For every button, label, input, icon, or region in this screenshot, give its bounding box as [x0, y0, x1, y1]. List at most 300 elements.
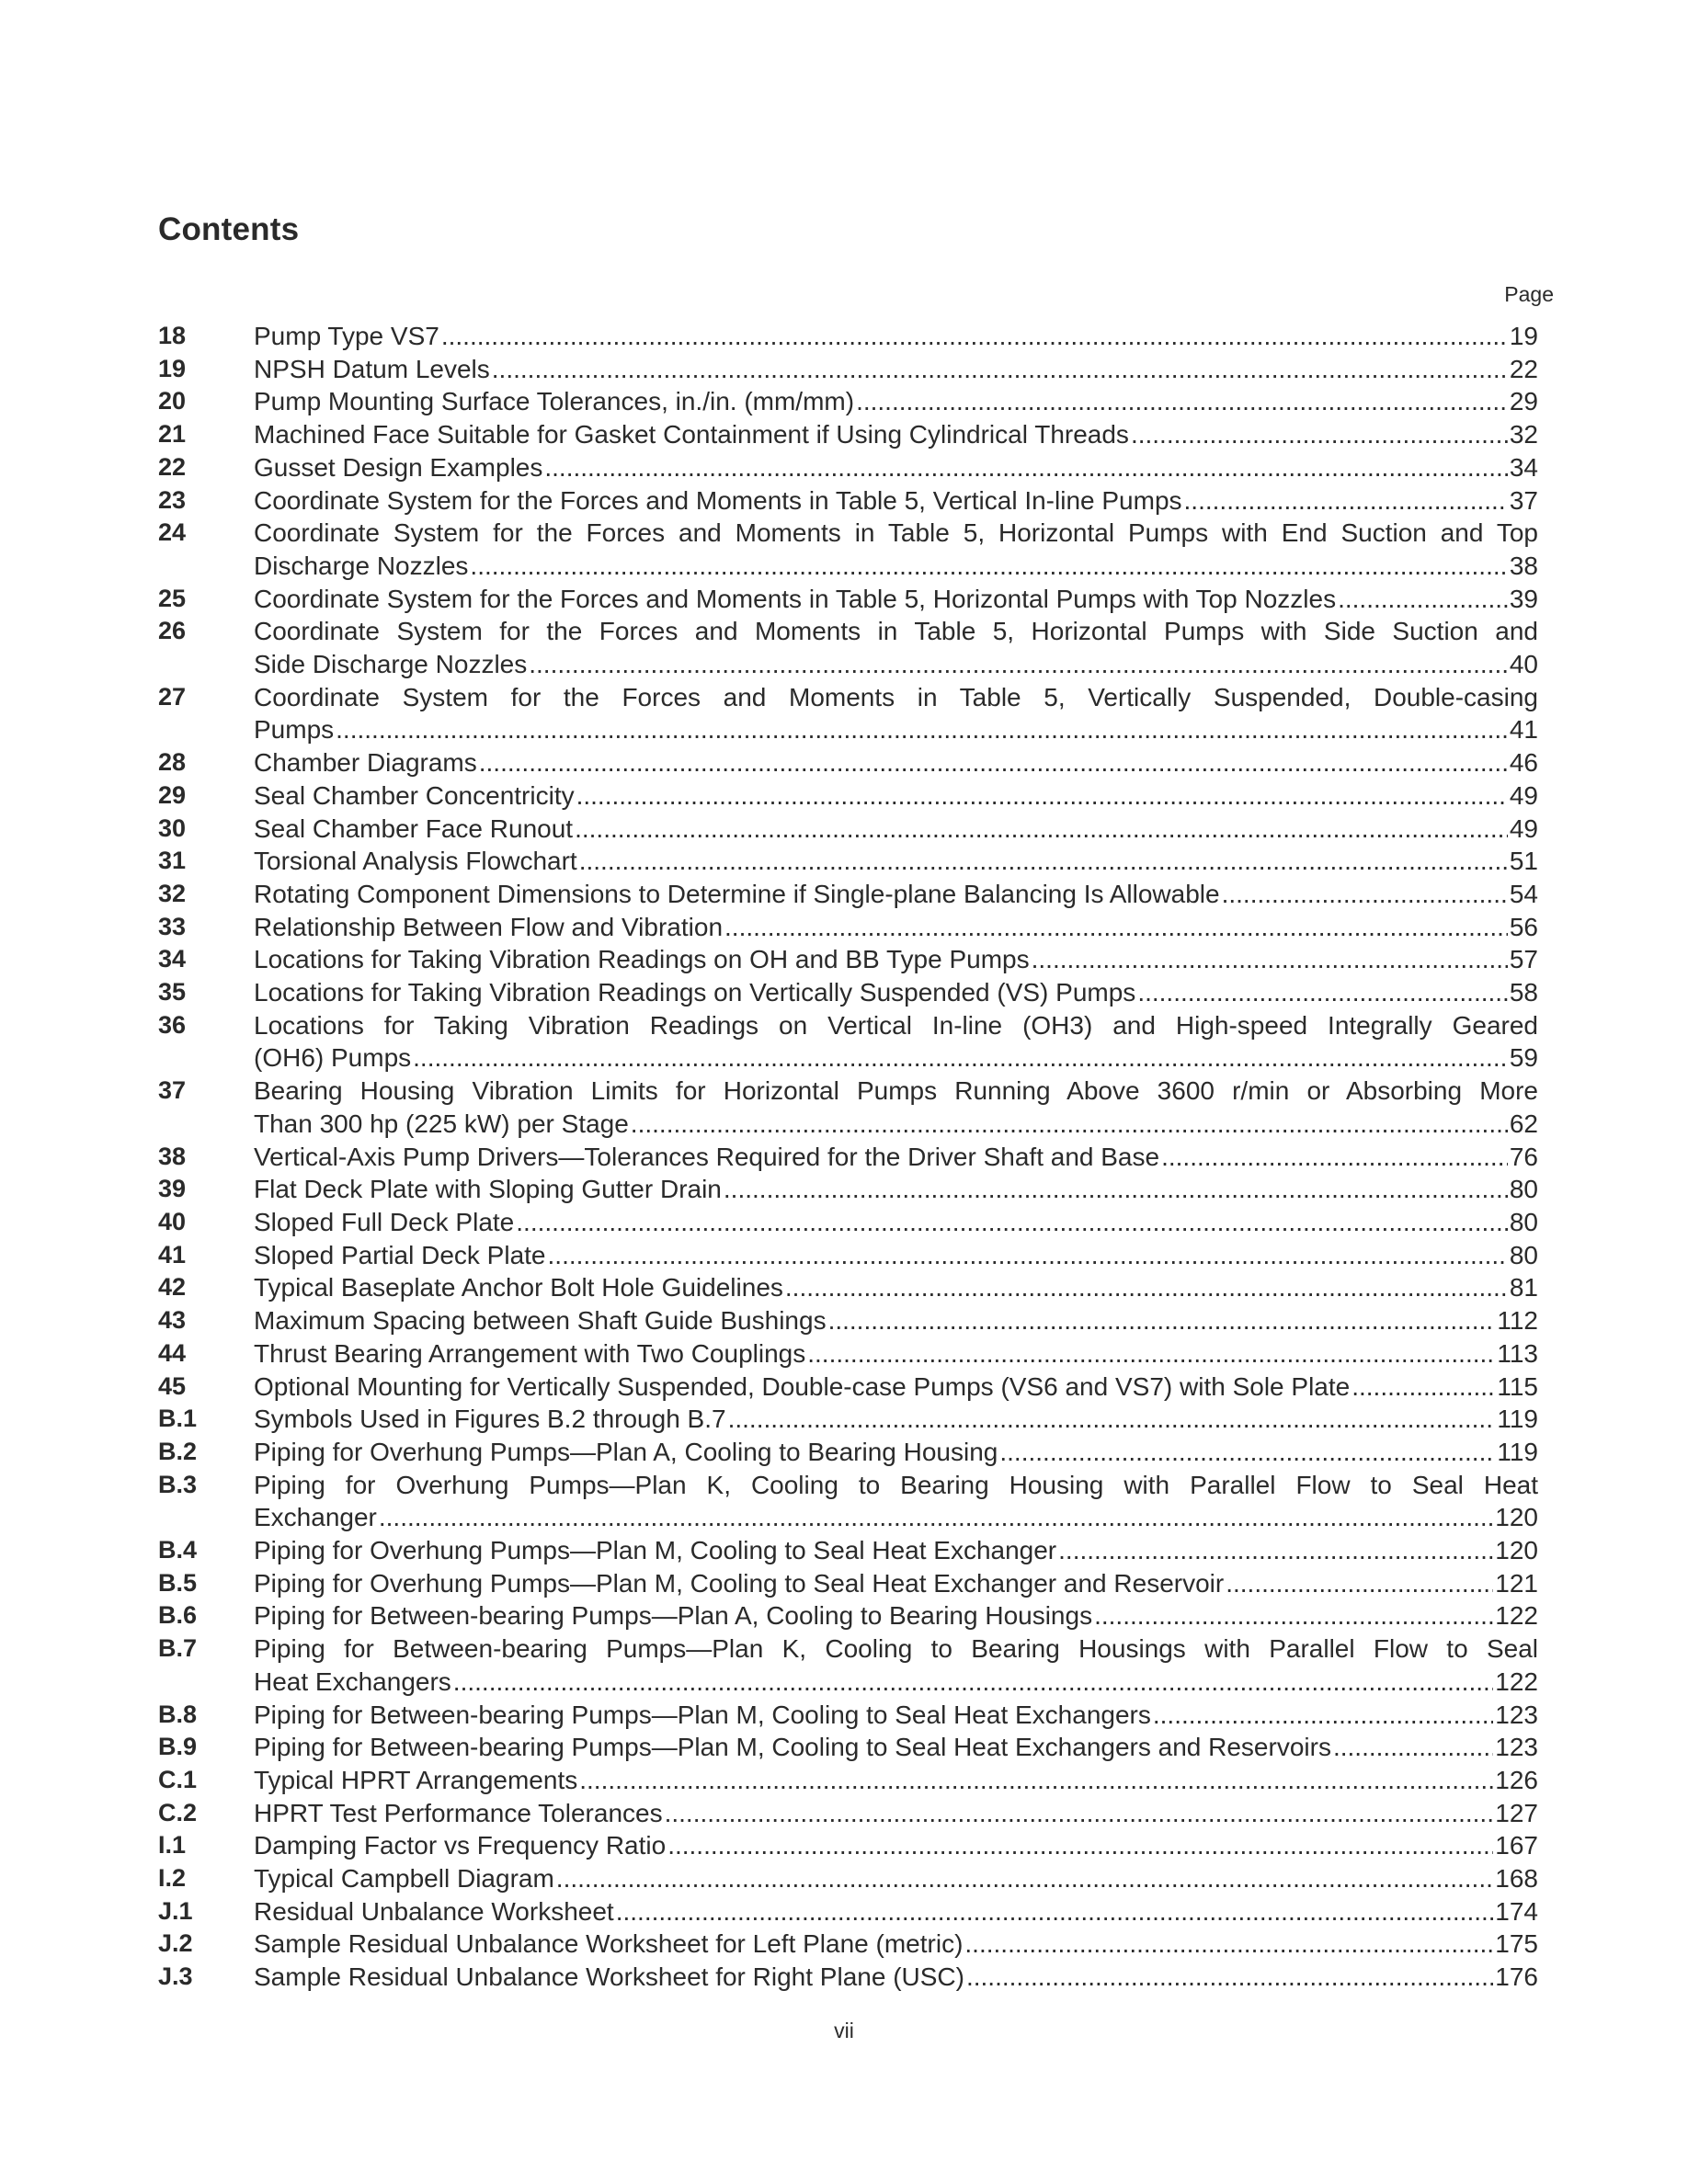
dot-leader: [529, 648, 1508, 681]
figure-title: Piping for Between-bearing Pumps—Plan M, Cooling to Seal Heat Exchangers: [254, 1700, 1151, 1729]
entry-text-block: [254, 1567, 1538, 1600]
page-number: 115: [1497, 1371, 1538, 1401]
page-number: 19: [1509, 322, 1538, 350]
page-number: 38: [1509, 551, 1538, 580]
page-number: 121: [1495, 1568, 1538, 1598]
entry-text-block: [254, 1371, 1538, 1404]
entry-leader-line: [254, 1534, 1538, 1567]
dot-leader: [1333, 1731, 1493, 1764]
figure-number: B.3: [158, 1470, 198, 1498]
entry-text-block: [254, 320, 1538, 353]
toc-entry: [158, 1632, 1538, 1698]
figure-number: 26: [158, 617, 187, 645]
toc-entry: [158, 1206, 1538, 1239]
page-number: 174: [1495, 1896, 1538, 1926]
figure-number: 18: [158, 322, 187, 349]
entry-text-block: [254, 451, 1538, 484]
toc-entry: [158, 353, 1538, 386]
page-number: 81: [1509, 1273, 1538, 1302]
entry-text-block: [254, 1764, 1538, 1797]
page-number: 58: [1509, 978, 1538, 1007]
page-number: 119: [1497, 1405, 1538, 1434]
toc-entry: [158, 583, 1538, 616]
entry-text-block: [254, 1961, 1538, 1994]
figure-number: I.2: [158, 1864, 187, 1893]
dot-leader: [1137, 976, 1508, 1009]
toc-entry: [158, 878, 1538, 911]
entry-leader-line: [254, 1436, 1538, 1469]
figure-number: B.1: [158, 1405, 198, 1433]
toc-entry: [158, 779, 1538, 813]
entry-leader-line: [254, 1699, 1538, 1732]
toc-entry: [158, 1337, 1538, 1371]
figure-title: Gusset Design Examples: [254, 452, 543, 482]
toc-entry: [158, 484, 1538, 518]
figure-number: B.7: [158, 1634, 198, 1663]
page-number: 113: [1497, 1338, 1538, 1368]
table-of-contents: [158, 320, 1538, 1994]
figure-number: 36: [158, 1010, 187, 1039]
dot-leader: [728, 1403, 1496, 1436]
entry-leader-line: [254, 943, 1538, 976]
toc-entry: [158, 1928, 1538, 1961]
entry-leader-line: [254, 1895, 1538, 1928]
figure-title: Rotating Component Dimensions to Determine if Single-plane Balancing Is Allowable: [254, 879, 1220, 908]
entry-leader-line: [254, 1304, 1538, 1337]
dot-leader: [492, 353, 1508, 386]
toc-entry: [158, 943, 1538, 976]
page-title: Contents: [158, 211, 300, 247]
figure-number: 32: [158, 879, 187, 907]
dot-leader: [516, 1206, 1508, 1239]
dot-leader: [1222, 878, 1508, 911]
entry-leader-line: [254, 353, 1538, 386]
page-number: 122: [1495, 1601, 1538, 1631]
entry-leader-line: [254, 746, 1538, 779]
toc-entry: [158, 813, 1538, 846]
entry-leader-line: [254, 1403, 1538, 1436]
dot-leader: [441, 320, 1508, 353]
figure-title-line-2: Exchanger: [254, 1503, 377, 1532]
figure-title: Typical Campbell Diagram: [254, 1864, 554, 1894]
entry-leader-line: [254, 1862, 1538, 1895]
figure-number: 24: [158, 518, 187, 547]
dot-leader: [556, 1862, 1493, 1895]
toc-entry: [158, 1797, 1538, 1830]
toc-entry: [158, 1731, 1538, 1764]
toc-entry: [158, 976, 1538, 1009]
figure-number: 42: [158, 1273, 187, 1302]
entry-text-block: [254, 418, 1538, 451]
figure-title-line-1: Piping for Between-bearing Pumps—Plan K, Cooling to Bearing Housings with Parallel Flow to Seal: [254, 1634, 1538, 1664]
toc-entry: [158, 1271, 1538, 1304]
page-number: 54: [1509, 879, 1538, 908]
figure-number: B.2: [158, 1437, 198, 1465]
figure-title-line-1: Coordinate System for the Forces and Moments in Table 5, Vertically Suspended, Double-casing: [254, 682, 1538, 711]
entry-text-block: [254, 1239, 1538, 1272]
page-number: 46: [1509, 748, 1538, 778]
figure-number: 43: [158, 1306, 187, 1335]
entry-text-block: [254, 385, 1538, 418]
figure-number: 40: [158, 1207, 187, 1235]
dot-leader: [470, 550, 1507, 583]
entry-text-block: [254, 1403, 1538, 1436]
entry-text-block: [254, 1173, 1538, 1206]
dot-leader: [828, 1304, 1496, 1337]
toc-entry: [158, 385, 1538, 418]
entry-text-block: [254, 1271, 1538, 1304]
entry-leader-line: [254, 1371, 1538, 1404]
entry-leader-line: [254, 1173, 1538, 1206]
figure-title: Coordinate System for the Forces and Moments in Table 5, Horizontal Pumps with Top Nozzles: [254, 584, 1337, 613]
entry-text-block: [254, 1632, 1538, 1698]
figure-title: Pump Type VS7: [254, 322, 439, 350]
page-number: 37: [1509, 485, 1538, 515]
toc-entry: [158, 1567, 1538, 1600]
dot-leader: [1153, 1699, 1493, 1732]
entry-leader-line: [254, 320, 1538, 353]
figure-title: Relationship Between Flow and Vibration: [254, 912, 724, 941]
page-number: 40: [1509, 650, 1538, 679]
entry-leader-line: [254, 550, 1538, 583]
toc-entry: [158, 1895, 1538, 1928]
toc-entry: [158, 517, 1538, 582]
page-column-label: Page: [1504, 282, 1554, 306]
figure-title: Piping for Between-bearing Pumps—Plan A, Cooling to Bearing Housings: [254, 1601, 1093, 1631]
figure-number: 39: [158, 1175, 187, 1203]
entry-leader-line: [254, 1764, 1538, 1797]
page-number: 49: [1509, 813, 1538, 843]
dot-leader: [665, 1797, 1494, 1830]
dot-leader: [576, 779, 1508, 813]
page-number: 127: [1495, 1798, 1538, 1827]
figure-number: B.6: [158, 1601, 198, 1630]
toc-entry: [158, 1862, 1538, 1895]
page-number: 80: [1509, 1240, 1538, 1269]
figure-title: HPRT Test Performance Tolerances: [254, 1798, 663, 1827]
entry-leader-line: [254, 1337, 1538, 1371]
toc-entry: [158, 1371, 1538, 1404]
figure-title-line-2: (OH6) Pumps: [254, 1043, 412, 1073]
figure-title: Seal Chamber Face Runout: [254, 813, 574, 843]
entry-leader-line: [254, 911, 1538, 944]
entry-leader-line: [254, 878, 1538, 911]
entry-text-block: [254, 746, 1538, 779]
entry-text-block: [254, 1599, 1538, 1632]
figure-number: 20: [158, 387, 187, 415]
entry-leader-line: [254, 1961, 1538, 1994]
dot-leader: [1131, 418, 1508, 451]
toc-entry: [158, 1599, 1538, 1632]
toc-entry: [158, 1304, 1538, 1337]
figure-title-line-1: Coordinate System for the Forces and Moments in Table 5, Horizontal Pumps with Side Suction and: [254, 617, 1538, 646]
figure-number: J.1: [158, 1896, 193, 1925]
page-number: 22: [1509, 354, 1538, 383]
dot-leader: [724, 1173, 1508, 1206]
page-number: 34: [1509, 452, 1538, 482]
page-number: 76: [1509, 1142, 1538, 1171]
entry-text-block: [254, 878, 1538, 911]
figure-title: Pump Mounting Surface Tolerances, in./in. (mm/mm): [254, 387, 855, 416]
entry-text-block: [254, 1009, 1538, 1075]
entry-text-block: [254, 615, 1538, 680]
entry-text-block: [254, 681, 1538, 746]
page-number: 119: [1497, 1437, 1538, 1466]
figure-title-line-2: Heat Exchangers: [254, 1666, 451, 1696]
entry-text-block: [254, 1534, 1538, 1567]
dot-leader: [1338, 583, 1508, 616]
page-number: 122: [1495, 1666, 1538, 1696]
figure-title: Seal Chamber Concentricity: [254, 780, 575, 810]
page-number: 62: [1509, 1109, 1538, 1138]
figure-title: Sample Residual Unbalance Worksheet for Right Plane (USC): [254, 1962, 964, 1992]
entry-text-block: [254, 1075, 1538, 1140]
entry-text-block: [254, 1141, 1538, 1174]
figure-number: 37: [158, 1076, 187, 1105]
figure-number: J.3: [158, 1962, 193, 1991]
page-number: 29: [1509, 387, 1538, 416]
toc-entry: [158, 1699, 1538, 1732]
figure-title: Locations for Taking Vibration Readings on Vertically Suspended (VS) Pumps: [254, 978, 1136, 1007]
dot-leader: [616, 1895, 1494, 1928]
entry-leader-line: [254, 1797, 1538, 1830]
page-number: 168: [1495, 1864, 1538, 1894]
figure-number: 29: [158, 780, 187, 809]
entry-text-block: [254, 1337, 1538, 1371]
dot-leader: [453, 1666, 1493, 1699]
dot-leader: [1161, 1141, 1508, 1174]
figure-title: Symbols Used in Figures B.2 through B.7: [254, 1405, 726, 1434]
figure-title: Locations for Taking Vibration Readings on OH and BB Type Pumps: [254, 945, 1030, 974]
figure-title: Flat Deck Plate with Sloping Gutter Drain: [254, 1175, 722, 1204]
dot-leader: [413, 1041, 1508, 1075]
figure-number: J.2: [158, 1929, 193, 1958]
entry-text-block: [254, 1699, 1538, 1732]
dot-leader: [1058, 1534, 1493, 1567]
figure-number: 22: [158, 452, 187, 481]
dot-leader: [785, 1271, 1508, 1304]
page-number: 59: [1509, 1043, 1538, 1073]
toc-entry: [158, 1829, 1538, 1862]
toc-entry: [158, 615, 1538, 680]
entry-text-block: [254, 943, 1538, 976]
page-number: 41: [1509, 715, 1538, 745]
dot-leader: [964, 1928, 1493, 1961]
entry-text-block: [254, 779, 1538, 813]
figure-title-line-1: Piping for Overhung Pumps—Plan K, Cooling to Bearing Housing with Parallel Flow to Seal Heat: [254, 1470, 1538, 1499]
figure-title: Torsional Analysis Flowchart: [254, 847, 577, 876]
toc-entry: [158, 1239, 1538, 1272]
figure-title-line-1: Coordinate System for the Forces and Moments in Table 5, Horizontal Pumps with End Suction and Top: [254, 518, 1538, 548]
entry-text-block: [254, 911, 1538, 944]
dot-leader: [548, 1239, 1508, 1272]
figure-title: Sloped Partial Deck Plate: [254, 1240, 546, 1269]
entry-leader-line: [254, 779, 1538, 813]
entry-leader-line: [254, 976, 1538, 1009]
dot-leader: [1094, 1599, 1493, 1632]
figure-title: Sloped Full Deck Plate: [254, 1207, 515, 1236]
entry-text-block: [254, 583, 1538, 616]
figure-number: B.8: [158, 1700, 198, 1728]
toc-entry: [158, 1469, 1538, 1534]
figure-title: Piping for Between-bearing Pumps—Plan M, Cooling to Seal Heat Exchangers and Reservoirs: [254, 1733, 1331, 1762]
dot-leader: [579, 845, 1508, 878]
dot-leader: [479, 746, 1508, 779]
page-number: 120: [1495, 1536, 1538, 1565]
dot-leader: [999, 1436, 1495, 1469]
entry-leader-line: [254, 845, 1538, 878]
dot-leader: [336, 713, 1508, 746]
toc-entry: [158, 845, 1538, 878]
entry-leader-line: [254, 583, 1538, 616]
entry-text-block: [254, 813, 1538, 846]
figure-title-line-2: Than 300 hp (225 kW) per Stage: [254, 1109, 629, 1138]
figure-title: Vertical-Axis Pump Drivers—Tolerances Required for the Driver Shaft and Base: [254, 1142, 1160, 1171]
entry-leader-line: [254, 1141, 1538, 1174]
page-number: 56: [1509, 912, 1538, 941]
figure-number: 34: [158, 945, 187, 973]
figure-title-line-1: Locations for Taking Vibration Readings on Vertical In-line (OH3) and High-speed Integrally Geared: [254, 1010, 1538, 1040]
figure-title: Maximum Spacing between Shaft Guide Bushings: [254, 1306, 827, 1336]
figure-title-line-2: Discharge Nozzles: [254, 551, 469, 580]
dot-leader: [544, 451, 1507, 484]
entry-text-block: [254, 1304, 1538, 1337]
entry-leader-line: [254, 648, 1538, 681]
figure-title: Machined Face Suitable for Gasket Containment if Using Cylindrical Threads: [254, 420, 1129, 449]
dot-leader: [966, 1961, 1493, 1994]
page-number: 80: [1509, 1207, 1538, 1236]
dot-leader: [807, 1337, 1495, 1371]
figure-title: Damping Factor vs Frequency Ratio: [254, 1831, 667, 1860]
figure-title-line-1: Bearing Housing Vibration Limits for Horizontal Pumps Running Above 3600 r/min or Absorbing More: [254, 1076, 1538, 1106]
page-number: 167: [1495, 1831, 1538, 1860]
dot-leader: [856, 385, 1508, 418]
entry-text-block: [254, 1797, 1538, 1830]
figure-title-line-2: Pumps: [254, 715, 335, 745]
entry-leader-line: [254, 1206, 1538, 1239]
figure-title: Thrust Bearing Arrangement with Two Couplings: [254, 1338, 806, 1368]
figure-number: 41: [158, 1240, 187, 1268]
entry-leader-line: [254, 484, 1538, 518]
figure-title: Coordinate System for the Forces and Moments in Table 5, Vertical In-line Pumps: [254, 485, 1182, 515]
dot-leader: [379, 1501, 1493, 1534]
figure-number: 38: [158, 1142, 187, 1170]
dot-leader: [1226, 1567, 1493, 1600]
figure-number: 28: [158, 748, 187, 777]
entry-text-block: [254, 1436, 1538, 1469]
entry-leader-line: [254, 1239, 1538, 1272]
page-number: 123: [1495, 1733, 1538, 1762]
toc-entry: [158, 1961, 1538, 1994]
dot-leader: [579, 1764, 1493, 1797]
entry-leader-line: [254, 1829, 1538, 1862]
entry-leader-line: [254, 418, 1538, 451]
figure-title: Optional Mounting for Vertically Suspended, Double-case Pumps (VS6 and VS7) with Sole Plate: [254, 1371, 1351, 1401]
entry-text-block: [254, 353, 1538, 386]
dot-leader: [1352, 1371, 1495, 1404]
figure-title-line-2: Side Discharge Nozzles: [254, 650, 528, 679]
entry-text-block: [254, 1206, 1538, 1239]
figure-title: Residual Unbalance Worksheet: [254, 1896, 614, 1926]
toc-entry: [158, 1764, 1538, 1797]
figure-number: C.1: [158, 1765, 198, 1793]
entry-text-block: [254, 1731, 1538, 1764]
toc-entry: [158, 681, 1538, 746]
figure-number: C.2: [158, 1798, 198, 1826]
toc-entry: [158, 1173, 1538, 1206]
page-number: 120: [1495, 1503, 1538, 1532]
figure-number: B.5: [158, 1568, 198, 1597]
figure-title: Piping for Overhung Pumps—Plan M, Cooling to Seal Heat Exchanger and Reservoir: [254, 1568, 1225, 1598]
figure-number: 27: [158, 682, 187, 711]
toc-entry: [158, 451, 1538, 484]
figure-number: 31: [158, 847, 187, 875]
toc-entry: [158, 911, 1538, 944]
entry-leader-line: [254, 1928, 1538, 1961]
page-number: 39: [1509, 584, 1538, 613]
page-folio: vii: [834, 2019, 854, 2042]
entry-text-block: [254, 845, 1538, 878]
entry-text-block: [254, 517, 1538, 582]
dot-leader: [575, 813, 1508, 846]
dot-leader: [631, 1108, 1508, 1141]
figure-number: 30: [158, 813, 187, 842]
figure-number: B.9: [158, 1733, 198, 1761]
entry-text-block: [254, 1895, 1538, 1928]
entry-text-block: [254, 1862, 1538, 1895]
page-number: 112: [1497, 1306, 1538, 1336]
entry-leader-line: [254, 1567, 1538, 1600]
entry-leader-line: [254, 1271, 1538, 1304]
figure-number: 35: [158, 978, 187, 1007]
figure-title: NPSH Datum Levels: [254, 354, 490, 383]
figure-title: Typical Baseplate Anchor Bolt Hole Guidelines: [254, 1273, 783, 1302]
figure-number: 45: [158, 1371, 187, 1400]
figure-title: Piping for Overhung Pumps—Plan M, Cooling to Seal Heat Exchanger: [254, 1536, 1057, 1565]
entry-text-block: [254, 1928, 1538, 1961]
entry-leader-line: [254, 1666, 1538, 1699]
page-number: 123: [1495, 1700, 1538, 1729]
figure-title: Chamber Diagrams: [254, 748, 477, 778]
figure-title: Typical HPRT Arrangements: [254, 1765, 578, 1794]
dot-leader: [1184, 484, 1508, 518]
page-number: 51: [1509, 847, 1538, 876]
entry-text-block: [254, 484, 1538, 518]
figure-number: I.1: [158, 1831, 187, 1860]
entry-text-block: [254, 976, 1538, 1009]
entry-text-block: [254, 1469, 1538, 1534]
dot-leader: [667, 1829, 1493, 1862]
toc-entry: [158, 418, 1538, 451]
entry-leader-line: [254, 1108, 1538, 1141]
page-number: 32: [1509, 420, 1538, 449]
dot-leader: [1032, 943, 1508, 976]
entry-leader-line: [254, 813, 1538, 846]
page-number: 126: [1495, 1765, 1538, 1794]
figure-number: 44: [158, 1338, 187, 1367]
figure-number: 23: [158, 485, 187, 514]
toc-entry: [158, 746, 1538, 779]
dot-leader: [724, 911, 1508, 944]
entry-leader-line: [254, 713, 1538, 746]
entry-leader-line: [254, 1731, 1538, 1764]
toc-entry: [158, 1534, 1538, 1567]
toc-entry: [158, 1141, 1538, 1174]
figure-number: 33: [158, 912, 187, 940]
entry-leader-line: [254, 1501, 1538, 1534]
figure-title: Piping for Overhung Pumps—Plan A, Cooling to Bearing Housing: [254, 1437, 998, 1466]
toc-entry: [158, 1403, 1538, 1436]
